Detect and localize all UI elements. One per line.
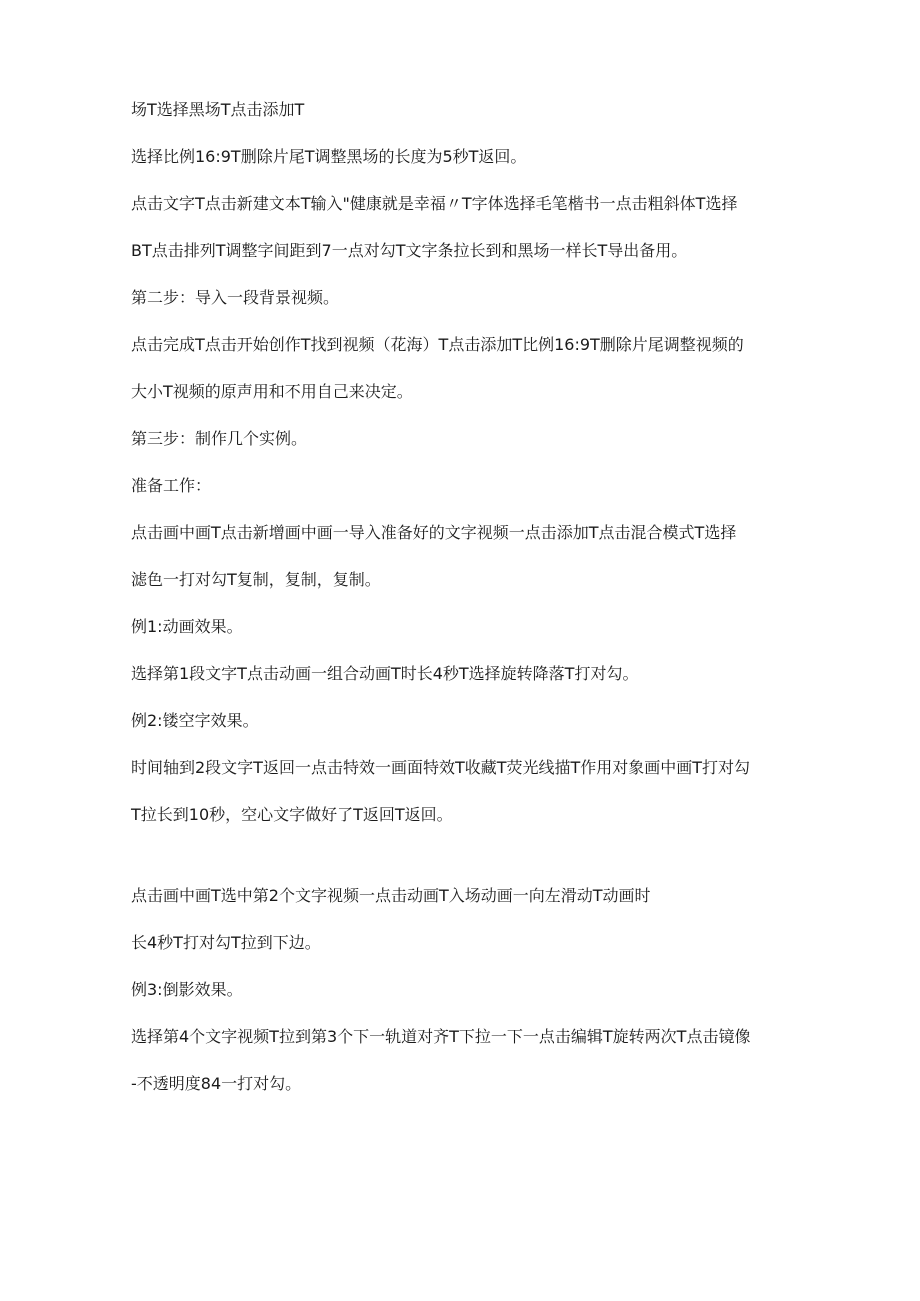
text-line: 长4秒T打对勾T拉到下边。	[131, 933, 321, 952]
text-line: 场T选择黑场T点击添加T	[131, 100, 305, 119]
text-line: 例3:倒影效果。	[131, 980, 243, 999]
text-line: 第二步：导入一段背景视频。	[131, 288, 340, 307]
text-line: 点击文字T点击新建文本T输入"健康就是幸福〃T字体选择毛笔楷书一点击粗斜体T选择	[131, 194, 738, 213]
text-line: 准备工作：	[131, 476, 212, 495]
text-line: T拉长到10秒，空心文字做好了T返回T返回。	[131, 805, 453, 824]
text-line: 点击画中画T点击新增画中画一导入准备好的文字视频一点击添加T点击混合模式T选择	[131, 523, 737, 542]
text-line: 大小T视频的原声用和不用自己来决定。	[131, 382, 413, 401]
text-line: 选择比例16:9T删除片尾T调整黑场的长度为5秒T返回。	[131, 147, 527, 166]
text-line: 滤色一打对勾T复制，复制，复制。	[131, 570, 381, 589]
text-line: -不透明度84一打对勾。	[131, 1074, 302, 1093]
text-line: 点击画中画T选中第2个文字视频一点击动画T入场动画一向左滑动T动画时	[131, 886, 651, 905]
text-line: 第三步：制作几个实例。	[131, 429, 308, 448]
text-line: 选择第1段文字T点击动画一组合动画T时长4秒T选择旋转降落T打对勾。	[131, 664, 639, 683]
text-line: 时间轴到2段文字T返回一点击特效一画面特效T收藏T荧光线描T作用对象画中画T打对勾	[131, 758, 751, 777]
text-line: 例1:动画效果。	[131, 617, 243, 636]
text-line: BT点击排列T调整字间距到7一点对勾T文字条拉长到和黑场一样长T导出备用。	[131, 241, 688, 260]
text-line: 选择第4个文字视频T拉到第3个下一轨道对齐T下拉一下一点击编辑T旋转两次T点击镜像	[131, 1027, 751, 1046]
text-line: 例2:镂空字效果。	[131, 711, 259, 730]
text-line: 点击完成T点击开始创作T找到视频（花海）T点击添加T比例16:9T删除片尾调整视频的	[131, 335, 744, 354]
